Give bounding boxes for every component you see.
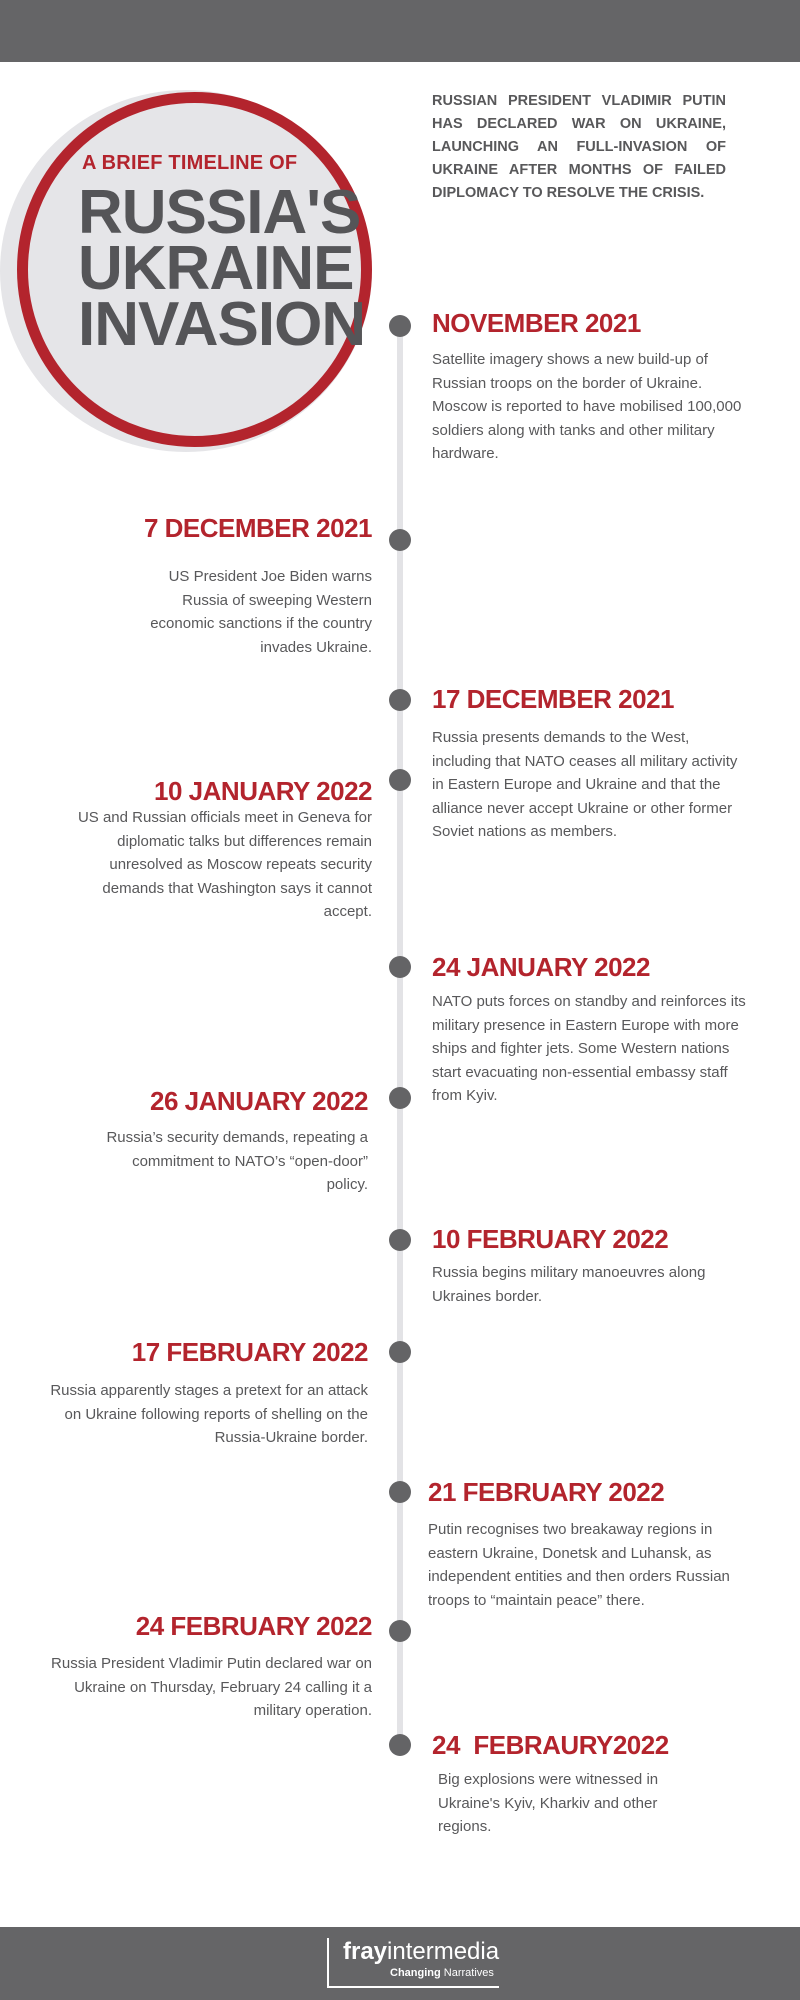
event-date: 17 DECEMBER 2021 bbox=[432, 684, 674, 714]
event-description: US and Russian officials meet in Geneva for diplomatic talks but differences remain unresolved as Moscow repeats security demands that Washington says it cannot accept. bbox=[77, 809, 372, 920]
event-description: Putin recognises two breakaway regions in eastern Ukraine, Donetsk and Luhansk, as independent entities and then orders Russian troops to “maintain peace” there. bbox=[428, 1521, 730, 1609]
event-date: 10 FEBRUARY 2022 bbox=[432, 1224, 669, 1254]
event-date: 26 JANUARY 2022 bbox=[150, 1086, 368, 1116]
event-description: Russia’s security demands, repeating a commitment to NATO’s “open-door” policy. bbox=[106, 1129, 368, 1193]
event-description: US President Joe Biden warns Russia of sweeping Western economic sanctions if the country invades Ukraine. bbox=[150, 568, 372, 656]
timeline-dot bbox=[389, 689, 411, 711]
logo-brand bbox=[343, 1938, 499, 1966]
event-description: Big explosions were witnessed in Ukraine's Kyiv, Kharkiv and other regions. bbox=[438, 1771, 659, 1835]
event-date: 24 JANUARY 2022 bbox=[432, 952, 650, 982]
timeline-dot bbox=[389, 1620, 411, 1642]
event-date: 10 JANUARY 2022 bbox=[154, 776, 372, 806]
event-date: 7 DECEMBER 2021 bbox=[143, 513, 372, 543]
event-description: Russia apparently stages a pretext for an attack on Ukraine following reports of shelling on the Russia-Ukraine border. bbox=[50, 1382, 368, 1446]
logo-tag-light: Narratives bbox=[440, 1967, 494, 1979]
event-description: Russia President Vladimir Putin declared war on Ukraine on Thursday, February 24 calling it a military operation. bbox=[51, 1655, 372, 1719]
logo-tag-bold: Changing bbox=[390, 1967, 441, 1979]
intro-text: RUSSIAN PRESIDENT VLADIMIR PUTIN HAS DECLARED WAR ON UKRAINE, LAUNCHING AN FULL-INVASION OF UKRAINE AFTER MONTHS OF FAILED DIPLOMACY TO RESOLVE THE CRISIS. bbox=[432, 93, 726, 201]
event-date: 24 FEBRUARY 2022 bbox=[135, 1611, 372, 1641]
title-kicker: A BRIEF TIMELINE OF bbox=[82, 152, 298, 174]
event-date: 21 FEBRUARY 2022 bbox=[428, 1477, 665, 1507]
timeline-dot bbox=[389, 1087, 411, 1109]
event-date: NOVEMBER 2021 bbox=[432, 308, 641, 338]
logo-brand-bold: fray bbox=[343, 1938, 388, 1965]
top-banner bbox=[0, 0, 800, 62]
footer-logo[interactable] bbox=[327, 1938, 499, 1988]
event-description: Satellite imagery shows a new build-up of Russian troops on the border of Ukraine. Moscow is reported to have mobilised 100,000 soldiers along with tanks and other military hardware. bbox=[432, 351, 742, 462]
timeline-dot bbox=[389, 1229, 411, 1251]
timeline-dot bbox=[389, 1341, 411, 1363]
timeline-dot bbox=[389, 529, 411, 551]
timeline-dot bbox=[389, 769, 411, 791]
event-description: NATO puts forces on standby and reinforces its military presence in Eastern Europe with more ships and fighter jets. Some Western nations start evacuating non-essential embassy staff from Kyiv. bbox=[432, 993, 746, 1104]
page-title bbox=[78, 178, 366, 359]
timeline-dot bbox=[389, 1734, 411, 1756]
event-date: 24 FEBRAURY2022 bbox=[432, 1730, 669, 1760]
event-description: Russia begins military manoeuvres along Ukraines border. bbox=[432, 1264, 706, 1305]
title-line: INVASION bbox=[78, 290, 366, 359]
timeline-dot bbox=[389, 1481, 411, 1503]
logo-tagline bbox=[390, 1967, 494, 1979]
event-description: Russia presents demands to the West, including that NATO ceases all military activity in Eastern Europe and Ukraine and that the alliance never accept Ukraine or other former Soviet nations as members. bbox=[432, 729, 738, 840]
title-line: UKRAINE bbox=[78, 234, 354, 303]
logo-brand-light: intermedia bbox=[387, 1938, 500, 1965]
timeline-dot bbox=[389, 315, 411, 337]
timeline-dot bbox=[389, 956, 411, 978]
event-date: 17 FEBRUARY 2022 bbox=[131, 1337, 368, 1367]
title-line: RUSSIA'S bbox=[78, 178, 361, 247]
